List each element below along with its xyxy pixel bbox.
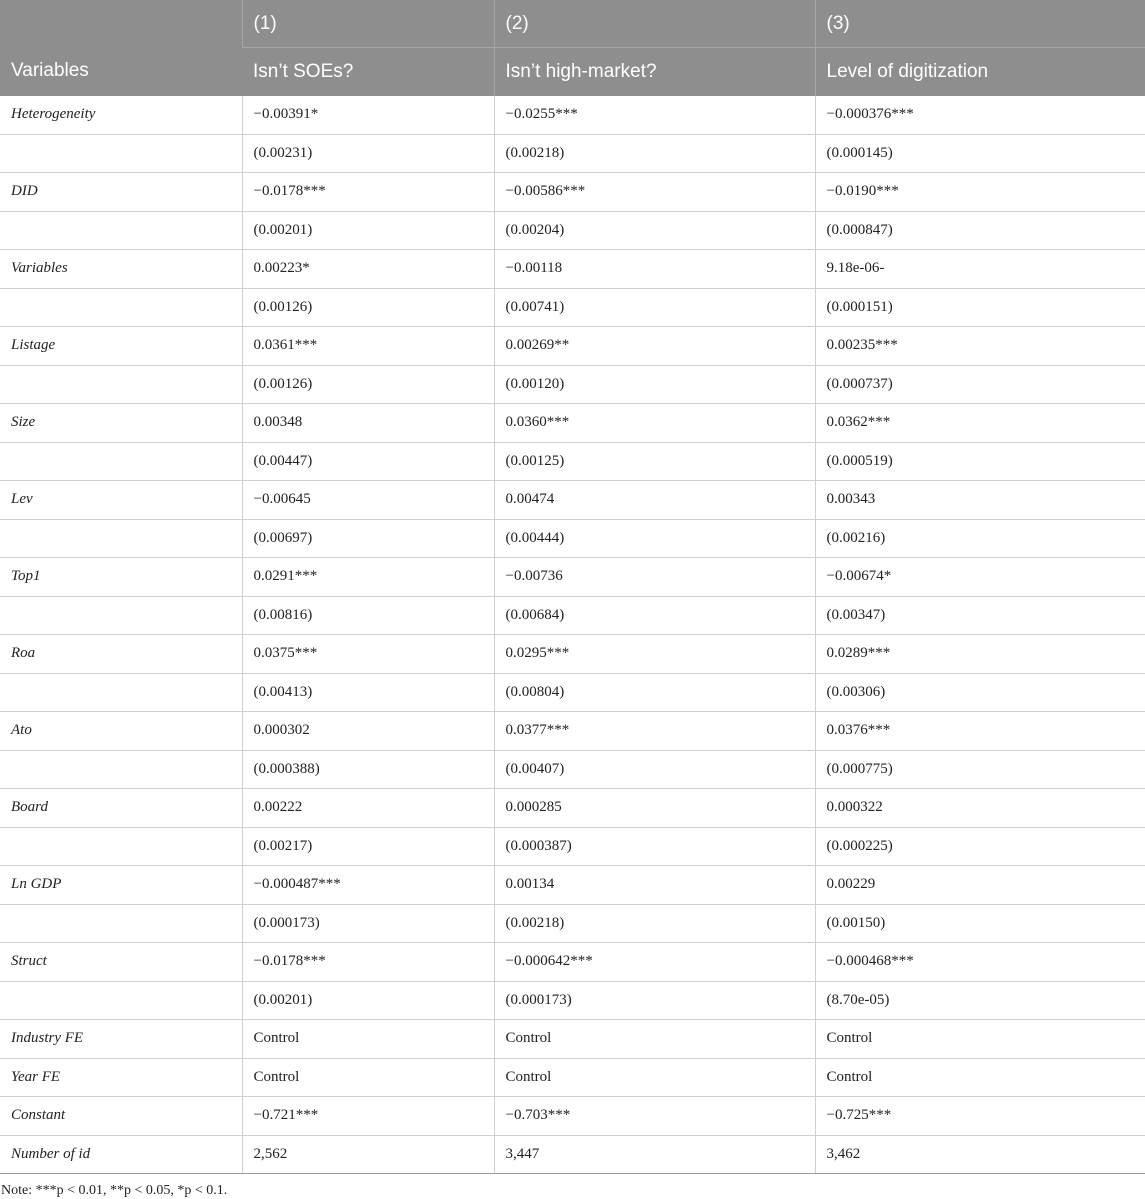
row-variable-label: Top1 bbox=[0, 558, 242, 597]
row-variable-label: Board bbox=[0, 789, 242, 828]
row-variable-label: Variables bbox=[0, 250, 242, 289]
row-variable-label: Struct bbox=[0, 943, 242, 982]
row-value-col-1: 0.0291*** bbox=[242, 558, 494, 597]
table-row bbox=[0, 789, 1145, 828]
table-row bbox=[0, 904, 1145, 943]
row-value-col-3: −0.000376*** bbox=[815, 96, 1145, 134]
row-value-col-3: (0.000775) bbox=[815, 750, 1145, 789]
row-value-col-2: 0.0377*** bbox=[494, 712, 815, 751]
row-value-col-2: −0.00736 bbox=[494, 558, 815, 597]
row-value-col-3: 0.0289*** bbox=[815, 635, 1145, 674]
row-value-col-2: (0.00804) bbox=[494, 673, 815, 712]
row-value-col-1: 0.00348 bbox=[242, 404, 494, 443]
row-variable-label bbox=[0, 519, 242, 558]
row-value-col-1: −0.000487*** bbox=[242, 866, 494, 905]
row-value-col-2: (0.00218) bbox=[494, 134, 815, 173]
row-value-col-1: (0.00126) bbox=[242, 365, 494, 404]
row-value-col-1: −0.0178*** bbox=[242, 943, 494, 982]
header-col-number-3: (3) bbox=[815, 0, 1145, 48]
row-value-col-2: (0.00125) bbox=[494, 442, 815, 481]
header-col-title-2: Isn’t high-market? bbox=[494, 48, 815, 97]
row-value-col-1: 0.000302 bbox=[242, 712, 494, 751]
table-row bbox=[0, 635, 1145, 674]
row-value-col-3: (0.00216) bbox=[815, 519, 1145, 558]
table-row bbox=[0, 250, 1145, 289]
row-value-col-3: (0.00347) bbox=[815, 596, 1145, 635]
row-value-col-1: (0.00447) bbox=[242, 442, 494, 481]
row-variable-label: Heterogeneity bbox=[0, 96, 242, 134]
row-value-col-3: 0.0362*** bbox=[815, 404, 1145, 443]
table-row bbox=[0, 943, 1145, 982]
table-row bbox=[0, 981, 1145, 1020]
row-variable-label bbox=[0, 596, 242, 635]
header-col-title-3: Level of digitization bbox=[815, 48, 1145, 97]
table-row bbox=[0, 134, 1145, 173]
row-value-col-3: (0.000847) bbox=[815, 211, 1145, 250]
row-value-col-3: (0.00306) bbox=[815, 673, 1145, 712]
row-variable-label: Listage bbox=[0, 327, 242, 366]
row-value-col-3: 0.00229 bbox=[815, 866, 1145, 905]
table-row bbox=[0, 211, 1145, 250]
row-value-col-2: Control bbox=[494, 1058, 815, 1097]
row-value-col-1: −0.0178*** bbox=[242, 173, 494, 212]
table-header bbox=[0, 0, 1145, 96]
row-value-col-1: (0.000388) bbox=[242, 750, 494, 789]
row-value-col-2: 0.0360*** bbox=[494, 404, 815, 443]
row-variable-label: Number of id bbox=[0, 1135, 242, 1174]
row-value-col-2: 0.0295*** bbox=[494, 635, 815, 674]
row-value-col-1: (0.00201) bbox=[242, 981, 494, 1020]
row-value-col-1: 0.0375*** bbox=[242, 635, 494, 674]
row-value-col-3: (0.00150) bbox=[815, 904, 1145, 943]
row-value-col-2: 0.00474 bbox=[494, 481, 815, 520]
row-variable-label: Ln GDP bbox=[0, 866, 242, 905]
row-variable-label bbox=[0, 750, 242, 789]
row-value-col-1: −0.00645 bbox=[242, 481, 494, 520]
header-col-number-2: (2) bbox=[494, 0, 815, 48]
row-value-col-2: −0.0255*** bbox=[494, 96, 815, 134]
row-value-col-3: Control bbox=[815, 1020, 1145, 1059]
row-value-col-3: 3,462 bbox=[815, 1135, 1145, 1174]
row-value-col-3: Control bbox=[815, 1058, 1145, 1097]
table-row bbox=[0, 442, 1145, 481]
header-variables: Variables bbox=[0, 0, 242, 96]
row-value-col-3: 0.0376*** bbox=[815, 712, 1145, 751]
row-variable-label bbox=[0, 442, 242, 481]
row-value-col-3: −0.0190*** bbox=[815, 173, 1145, 212]
row-value-col-2: −0.000642*** bbox=[494, 943, 815, 982]
table-row bbox=[0, 1135, 1145, 1174]
row-variable-label: Constant bbox=[0, 1097, 242, 1136]
header-col-title-1: Isn’t SOEs? bbox=[242, 48, 494, 97]
table-row bbox=[0, 827, 1145, 866]
row-value-col-2: (0.00741) bbox=[494, 288, 815, 327]
row-variable-label bbox=[0, 288, 242, 327]
table-row bbox=[0, 481, 1145, 520]
row-variable-label: Roa bbox=[0, 635, 242, 674]
row-value-col-2: (0.00204) bbox=[494, 211, 815, 250]
table-body bbox=[0, 96, 1145, 1174]
table-row bbox=[0, 365, 1145, 404]
row-value-col-2: −0.703*** bbox=[494, 1097, 815, 1136]
row-variable-label bbox=[0, 211, 242, 250]
row-variable-label bbox=[0, 365, 242, 404]
row-value-col-3: 0.000322 bbox=[815, 789, 1145, 828]
table-row bbox=[0, 327, 1145, 366]
table-row bbox=[0, 1097, 1145, 1136]
row-value-col-1: (0.00816) bbox=[242, 596, 494, 635]
row-value-col-2: (0.000173) bbox=[494, 981, 815, 1020]
table-row bbox=[0, 288, 1145, 327]
row-variable-label bbox=[0, 904, 242, 943]
row-value-col-3: −0.000468*** bbox=[815, 943, 1145, 982]
row-value-col-2: (0.00218) bbox=[494, 904, 815, 943]
row-value-col-1: Control bbox=[242, 1058, 494, 1097]
row-value-col-1: 0.00222 bbox=[242, 789, 494, 828]
row-value-col-1: (0.00413) bbox=[242, 673, 494, 712]
table-row bbox=[0, 673, 1145, 712]
row-variable-label: Size bbox=[0, 404, 242, 443]
row-value-col-1: Control bbox=[242, 1020, 494, 1059]
row-value-col-3: −0.725*** bbox=[815, 1097, 1145, 1136]
table-row bbox=[0, 866, 1145, 905]
row-value-col-2: −0.00118 bbox=[494, 250, 815, 289]
row-value-col-2: (0.00120) bbox=[494, 365, 815, 404]
table-row bbox=[0, 596, 1145, 635]
row-value-col-1: −0.00391* bbox=[242, 96, 494, 134]
row-value-col-2: (0.00444) bbox=[494, 519, 815, 558]
row-value-col-3: (0.000151) bbox=[815, 288, 1145, 327]
row-variable-label: DID bbox=[0, 173, 242, 212]
table-row bbox=[0, 96, 1145, 134]
row-value-col-1: (0.00231) bbox=[242, 134, 494, 173]
row-value-col-3: (0.000519) bbox=[815, 442, 1145, 481]
table-note: Note: ***p < 0.01, **p < 0.05, *p < 0.1. bbox=[1, 1183, 228, 1198]
row-value-col-3: −0.00674* bbox=[815, 558, 1145, 597]
table-row bbox=[0, 404, 1145, 443]
header-row-column-numbers bbox=[0, 0, 1145, 48]
row-value-col-2: (0.00684) bbox=[494, 596, 815, 635]
row-value-col-1: 0.0361*** bbox=[242, 327, 494, 366]
row-variable-label bbox=[0, 673, 242, 712]
header-col-number-1: (1) bbox=[242, 0, 494, 48]
row-value-col-1: (0.00126) bbox=[242, 288, 494, 327]
row-value-col-1: (0.00217) bbox=[242, 827, 494, 866]
table-row bbox=[0, 712, 1145, 751]
row-variable-label: Year FE bbox=[0, 1058, 242, 1097]
table-row bbox=[0, 173, 1145, 212]
row-value-col-2: −0.00586*** bbox=[494, 173, 815, 212]
row-value-col-2: 0.00269** bbox=[494, 327, 815, 366]
row-value-col-1: (0.00697) bbox=[242, 519, 494, 558]
table-row bbox=[0, 1020, 1145, 1059]
row-variable-label bbox=[0, 827, 242, 866]
row-variable-label: Industry FE bbox=[0, 1020, 242, 1059]
table-row bbox=[0, 1058, 1145, 1097]
row-value-col-3: (0.000737) bbox=[815, 365, 1145, 404]
row-value-col-1: (0.000173) bbox=[242, 904, 494, 943]
row-value-col-2: (0.000387) bbox=[494, 827, 815, 866]
row-value-col-3: (0.000145) bbox=[815, 134, 1145, 173]
row-value-col-2: (0.00407) bbox=[494, 750, 815, 789]
row-value-col-3: 9.18e-06- bbox=[815, 250, 1145, 289]
row-variable-label bbox=[0, 134, 242, 173]
row-value-col-3: 0.00235*** bbox=[815, 327, 1145, 366]
row-value-col-3: 0.00343 bbox=[815, 481, 1145, 520]
row-value-col-2: 3,447 bbox=[494, 1135, 815, 1174]
row-variable-label: Lev bbox=[0, 481, 242, 520]
row-variable-label: Ato bbox=[0, 712, 242, 751]
row-value-col-1: 0.00223* bbox=[242, 250, 494, 289]
row-value-col-1: (0.00201) bbox=[242, 211, 494, 250]
row-value-col-1: 2,562 bbox=[242, 1135, 494, 1174]
row-value-col-3: (8.70e-05) bbox=[815, 981, 1145, 1020]
table-row bbox=[0, 558, 1145, 597]
row-value-col-1: −0.721*** bbox=[242, 1097, 494, 1136]
row-value-col-2: Control bbox=[494, 1020, 815, 1059]
row-value-col-3: (0.000225) bbox=[815, 827, 1145, 866]
table-row bbox=[0, 750, 1145, 789]
row-value-col-2: 0.00134 bbox=[494, 866, 815, 905]
row-value-col-2: 0.000285 bbox=[494, 789, 815, 828]
row-variable-label bbox=[0, 981, 242, 1020]
table-row bbox=[0, 519, 1145, 558]
